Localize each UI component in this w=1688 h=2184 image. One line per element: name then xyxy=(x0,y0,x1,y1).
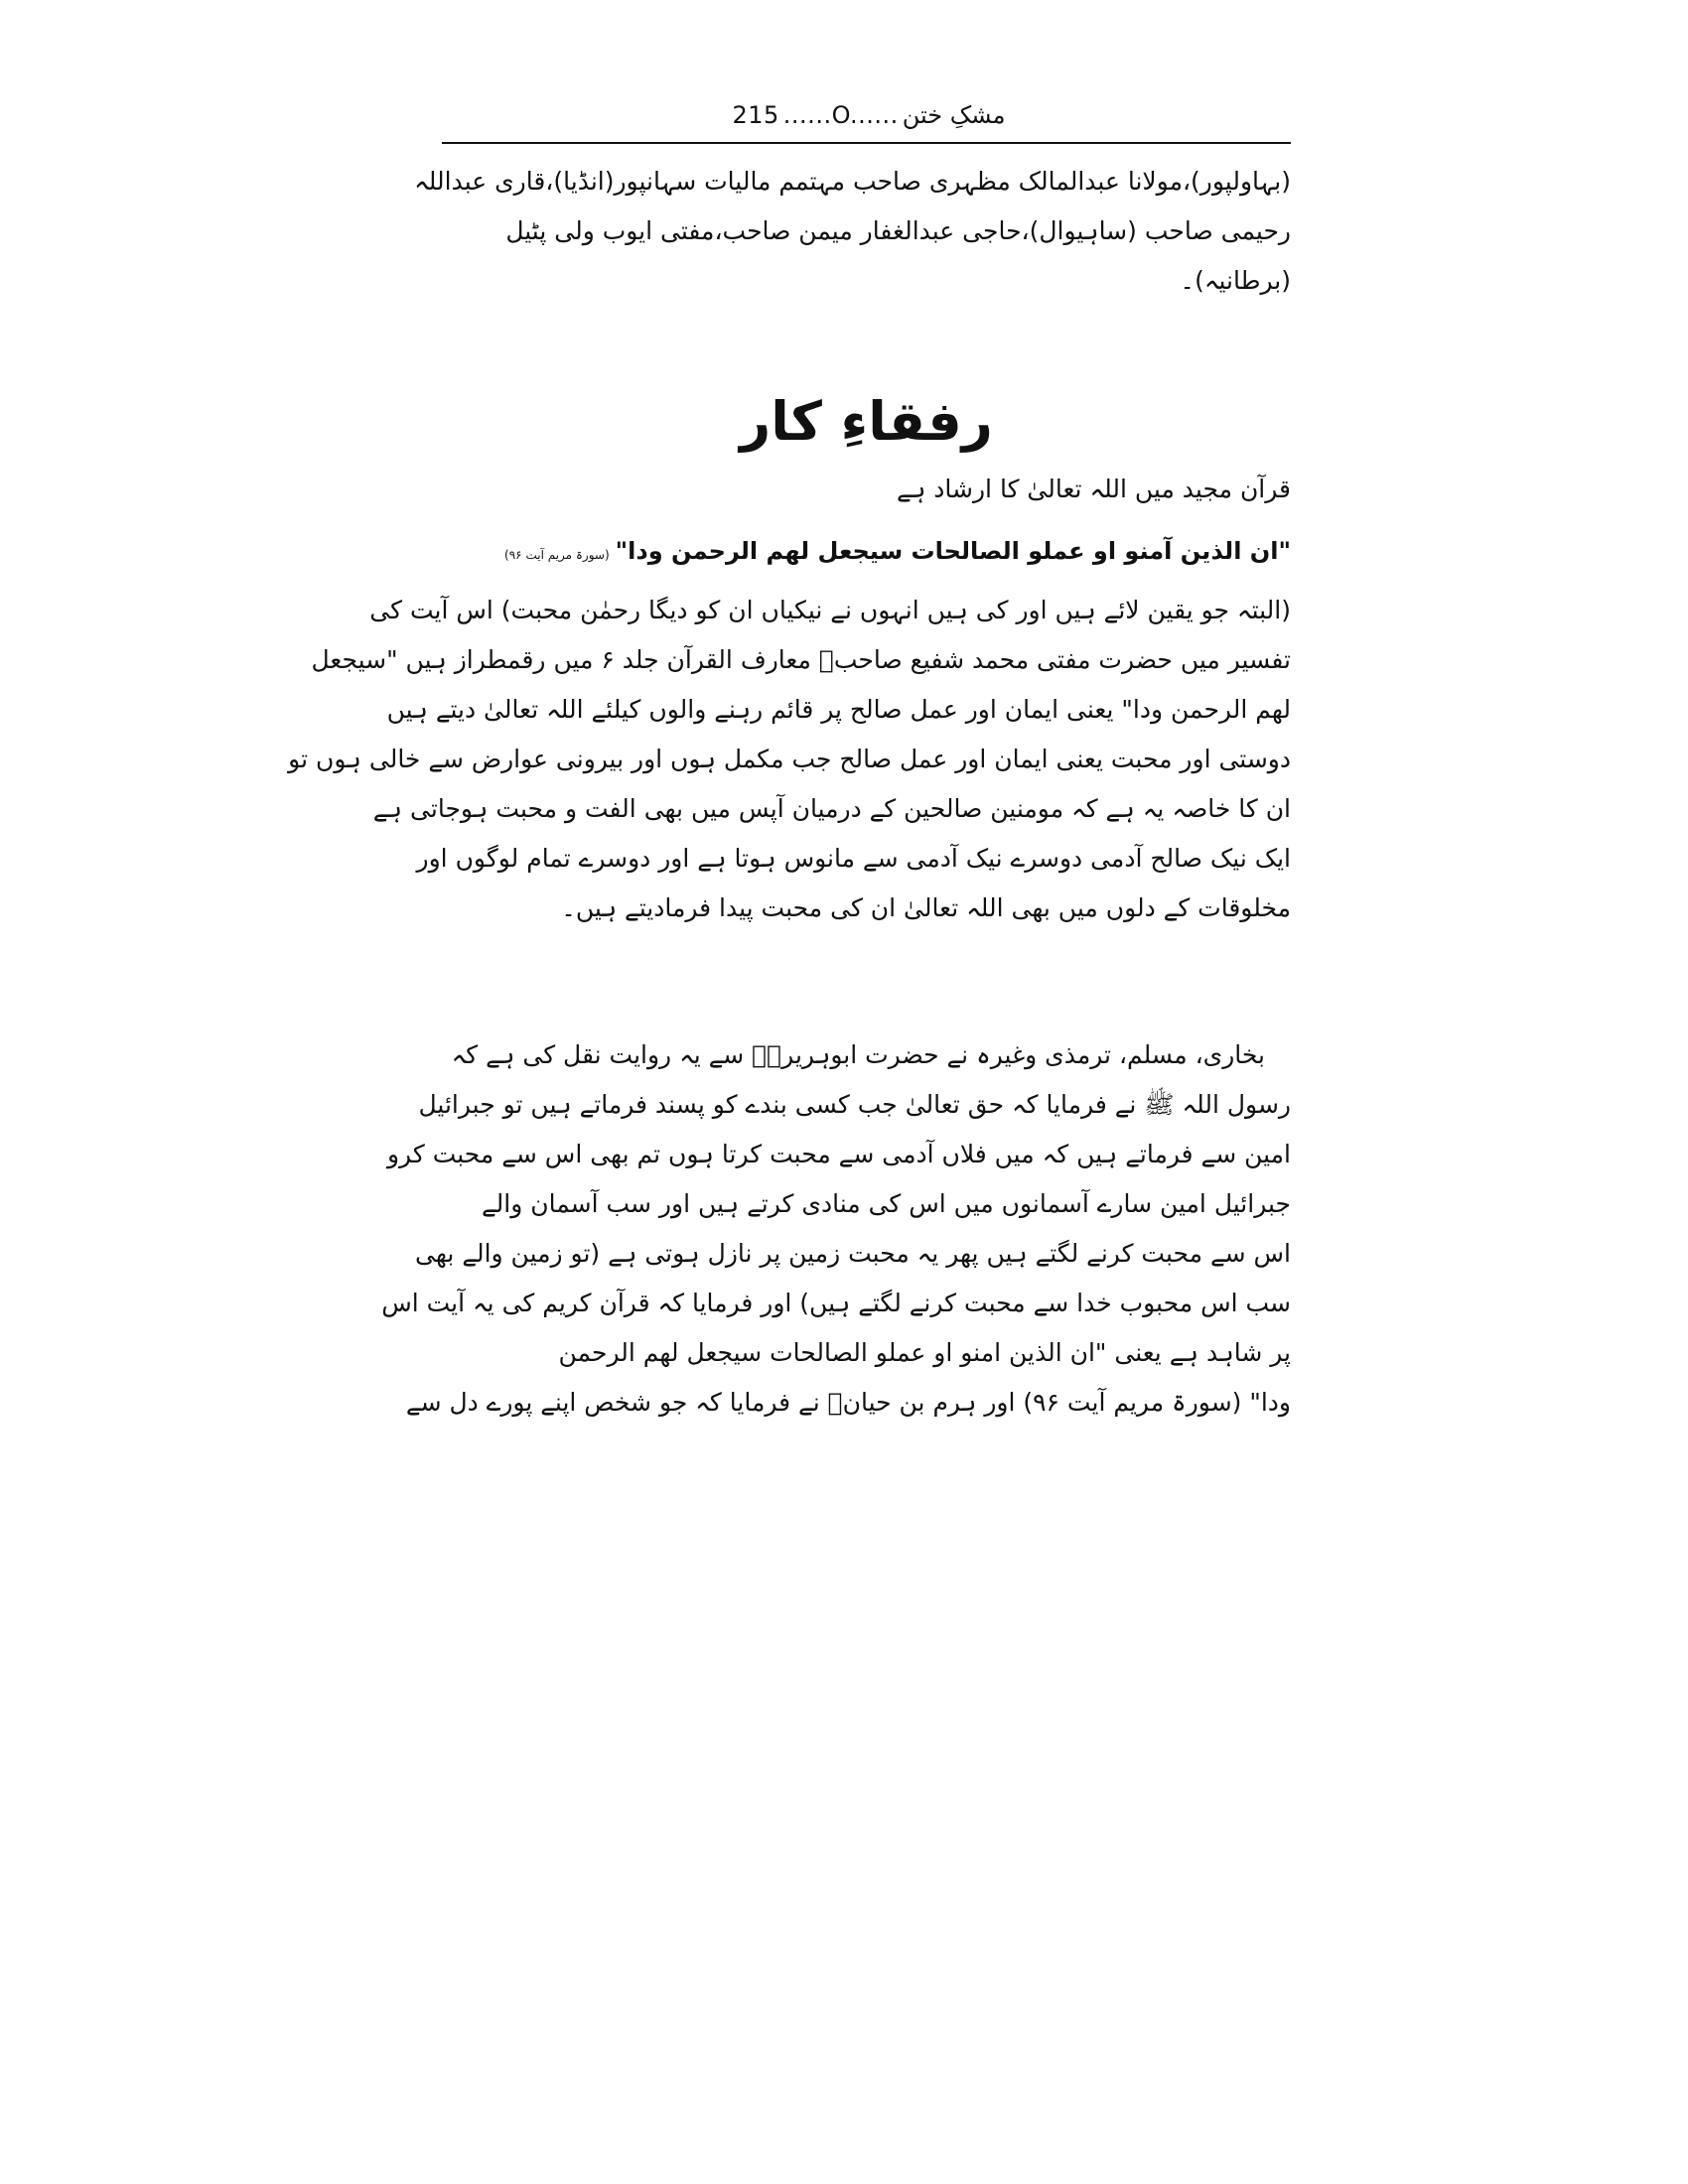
intro-paragraph xyxy=(414,157,1291,306)
running-header xyxy=(447,95,1291,135)
section-intro: قرآن مجید میں اللہ تعالیٰ کا ارشاد ہے xyxy=(897,475,1291,503)
paragraph-line: دوستی اور محبت یعنی ایمان اور عمل صالح جب مکمل ہوں اور بیرونی عوارض سے خالی ہوں تو xyxy=(288,745,1291,773)
paragraph-line: اس سے محبت کرنے لگتے ہیں پھر یہ محبت زمین پر نازل ہوتی ہے (تو زمین والے بھی xyxy=(415,1239,1291,1268)
paragraph-line: رسول اللہ ﷺ نے فرمایا کہ حق تعالیٰ جب کسی بندے کو پسند فرماتے ہیں تو جبرائیل xyxy=(418,1090,1291,1119)
verse-reference: (سورۃ مریم آیت ۹۶) xyxy=(504,548,610,562)
paragraph-line: سب اس محبوب خدا سے محبت کرنے لگتے ہیں) اور فرمایا کہ قرآن کریم کی یہ آیت اس xyxy=(381,1289,1291,1317)
paragraph-line: (بہاولپور)،مولانا عبدالمالک مظہری صاحب مہتمم مالیات سہانپور(انڈیا)،قاری عبداللہ xyxy=(414,167,1291,196)
book-title: مشکِ ختن xyxy=(902,101,1006,129)
paragraph-line: ان کا خاصہ یہ ہے کہ مومنین صالحین کے درمیان آپس میں بھی الفت و محبت ہوجاتی ہے xyxy=(372,794,1291,823)
header-separator: ......O...... xyxy=(782,101,899,129)
paragraph-line: جبرائیل امین سارے آسمانوں میں اس کی منادی کرتے ہیں اور سب آسمان والے xyxy=(481,1189,1291,1218)
paragraph-line: (البتہ جو یقین لائے ہیں اور کی ہیں انہوں نے نیکیاں ان کو دیگا رحمٰن محبت) اس آیت کی xyxy=(369,596,1291,624)
paragraph-line: بخاری، مسلم، ترمذی وغیرہ نے حضرت ابوہریرہؓ سے یہ روایت نقل کی ہے کہ xyxy=(451,1040,1265,1069)
quran-verse xyxy=(442,526,1291,576)
paragraph-line: رحیمی صاحب (ساہیوال)،حاجی عبدالغفار میمن صاحب،مفتی ایوب ولی پٹیل xyxy=(505,216,1291,245)
verse-text: "ان الذین آمنو او عملو الصالحات سیجعل لھم الرحمن ودا" xyxy=(615,537,1291,565)
paragraph-line: امین سے فرماتے ہیں کہ میں فلاں آدمی سے محبت کرتا ہوں تم بھی اس سے محبت کرو xyxy=(386,1140,1291,1168)
paragraph-line: تفسیر میں حضرت مفتی محمد شفیع صاحبؒ معارف القرآن جلد ۶ میں رقمطراز ہیں "سیجعل xyxy=(311,645,1291,674)
section-title: رفقاءِ کار xyxy=(740,390,993,453)
paragraph-line: لھم الرحمن ودا" یعنی ایمان اور عمل صالح پر قائم رہنے والوں کیلئے اللہ تعالیٰ دیتے ہیں xyxy=(386,695,1291,724)
paragraph-2 xyxy=(381,1030,1291,1428)
page-number: 215 xyxy=(732,101,779,129)
paragraph-line: ایک نیک صالح آدمی دوسرے نیک آدمی سے مانوس ہوتا ہے اور دوسرے تمام لوگوں اور xyxy=(416,844,1291,873)
paragraph-line: مخلوقات کے دلوں میں بھی اللہ تعالیٰ ان کی محبت پیدا فرمادیتے ہیں۔ xyxy=(561,893,1291,922)
header-divider xyxy=(442,142,1291,144)
paragraph-line: ودا" (سورۃ مریم آیت ۹۶) اور ہرم بن حیانؒ نے فرمایا کہ جو شخص اپنے پورے دل سے xyxy=(405,1388,1291,1417)
paragraph-line: (برطانیہ)۔ xyxy=(1180,266,1291,295)
paragraph-1 xyxy=(288,586,1291,933)
paragraph-line: پر شاہد ہے یعنی "ان الذین امنو او عملو الصالحات سیجعل لھم الرحمن xyxy=(558,1338,1291,1367)
